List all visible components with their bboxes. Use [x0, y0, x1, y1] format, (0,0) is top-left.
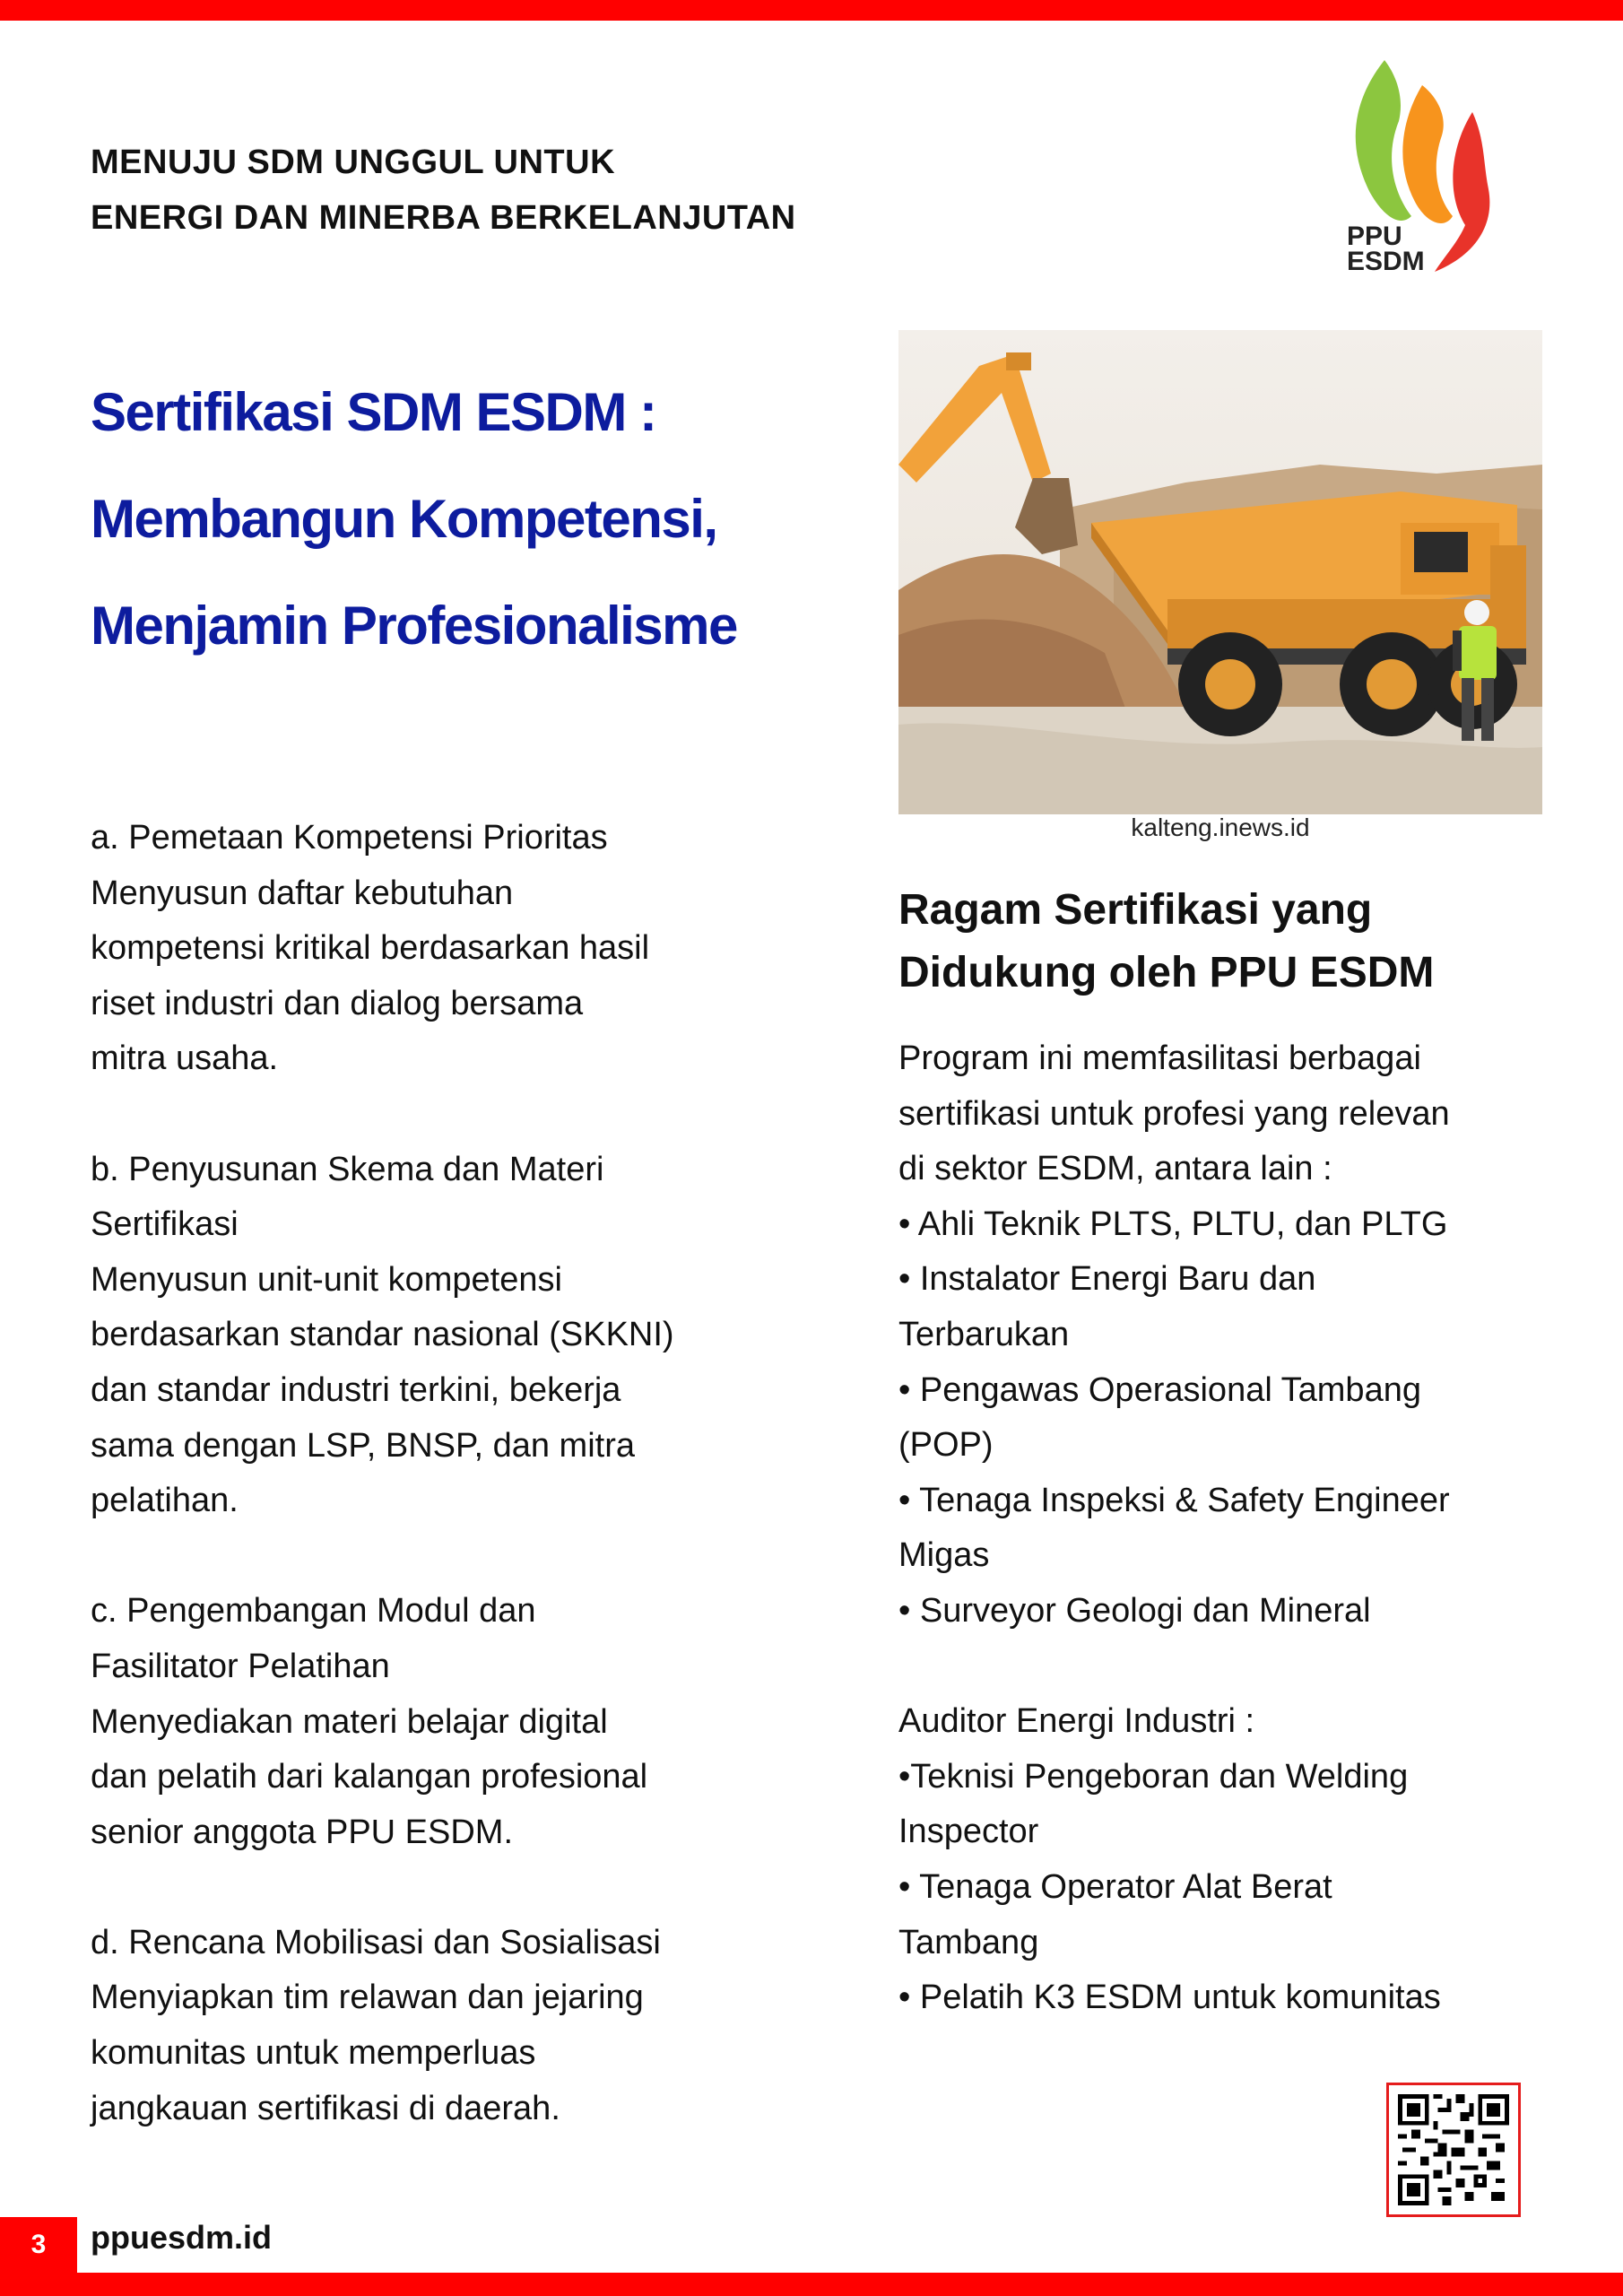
section-b-body-line: sama dengan LSP, BNSP, dan mitra [91, 1426, 635, 1465]
photo-caption: kalteng.inews.id [1131, 813, 1310, 841]
section-c-body-line: senior anggota PPU ESDM. [91, 1813, 514, 1851]
intro-line: sertifikasi untuk profesi yang relevan [898, 1094, 1450, 1133]
section-d-body-line: Menyiapkan tim relawan dan jejaring [91, 1979, 644, 2017]
top-red-bar [0, 0, 1623, 21]
section-c-heading: c. Pengembangan Modul dan [91, 1592, 536, 1631]
certification-heading-line-2: Didukung oleh PPU ESDM [898, 949, 1435, 996]
auditor-list-item: • Tenaga Operator Alat Berat [898, 1867, 1332, 1906]
title-line-1: Sertifikasi SDM ESDM : [91, 382, 656, 442]
certification-body [898, 1031, 1562, 2026]
intro-line: Program ini memfasilitasi berbagai [898, 1039, 1421, 1077]
section-a-heading: a. Pemetaan Kompetensi Prioritas [91, 819, 608, 857]
section-b-body-line: pelatihan. [91, 1482, 239, 1520]
section-b-heading: b. Penyusunan Skema dan Materi [91, 1150, 604, 1188]
left-column [91, 811, 808, 2136]
section-d-body-line: jangkauan sertifikasi di daerah. [91, 2089, 560, 2127]
section-d-heading: d. Rencana Mobilisasi dan Sosialisasi [91, 1923, 661, 1961]
certification-list-item: (POP) [898, 1426, 994, 1465]
section-b-body-line: berdasarkan standar nasional (SKKNI) [91, 1316, 674, 1354]
auditor-list-item: •Teknisi Pengeboran dan Welding [898, 1757, 1409, 1796]
tagline-line-2: ENERGI DAN MINERBA BERKELANJUTAN [91, 199, 796, 237]
bottom-red-bar [0, 2273, 1623, 2296]
section-b-body-line: dan standar industri terkini, bekerja [91, 1370, 621, 1409]
certification-list-item: • Pengawas Operasional Tambang [898, 1370, 1421, 1409]
section-a-body-line: mitra usaha. [91, 1039, 279, 1078]
main-title [91, 359, 880, 679]
qr-code[interactable] [1386, 2083, 1521, 2217]
certification-list-item: Migas [898, 1536, 990, 1575]
section-b [91, 1143, 808, 1529]
ppu-esdm-logo [1345, 58, 1506, 274]
mining-truck-photo [898, 330, 1542, 814]
certification-list-item: Terbarukan [898, 1315, 1070, 1353]
certification-heading [898, 879, 1544, 1004]
title-line-2: Membangun Kompetensi, [91, 489, 717, 549]
auditor-list-item: • Pelatih K3 ESDM untuk komunitas [898, 1979, 1441, 2017]
section-a [91, 811, 808, 1087]
section-d [91, 1916, 808, 2136]
page-number: 3 [0, 2217, 77, 2273]
auditor-label: Auditor Energi Industri : [898, 1702, 1255, 1741]
auditor-list-item: Tambang [898, 1923, 1039, 1961]
certification-list-item: • Surveyor Geologi dan Mineral [898, 1591, 1371, 1630]
section-a-body-line: Menyusun daftar kebutuhan [91, 874, 514, 912]
section-b-heading: Sertifikasi [91, 1205, 239, 1244]
tagline-line-1: MENUJU SDM UNGGUL UNTUK [91, 144, 616, 181]
logo-text-esdm: ESDM [1347, 247, 1425, 274]
section-b-body-line: Menyusun unit-unit kompetensi [91, 1260, 562, 1299]
section-c-body-line: dan pelatih dari kalangan profesional [91, 1758, 648, 1796]
intro-line: di sektor ESDM, antara lain : [898, 1150, 1332, 1188]
certification-list-item: • Instalator Energi Baru dan [898, 1260, 1316, 1299]
certification-list-item: • Tenaga Inspeksi & Safety Engineer [898, 1481, 1450, 1519]
section-c-heading: Fasilitator Pelatihan [91, 1647, 390, 1685]
header-tagline [91, 135, 796, 246]
section-c [91, 1584, 808, 1860]
footer-url-link[interactable]: ppuesdm.id [91, 2219, 273, 2256]
auditor-list-item: Inspector [898, 1813, 1039, 1851]
spacer [898, 1639, 1562, 1695]
certification-heading-line-1: Ragam Sertifikasi yang [898, 886, 1373, 934]
logo-text-ppu: PPU [1347, 222, 1402, 251]
section-d-body-line: komunitas untuk memperluas [91, 2034, 536, 2073]
section-c-body-line: Menyediakan materi belajar digital [91, 1702, 608, 1741]
title-line-3: Menjamin Profesionalisme [91, 596, 737, 656]
section-a-body-line: kompetensi kritikal berdasarkan hasil [91, 929, 650, 968]
section-a-body-line: riset industri dan dialog bersama [91, 984, 584, 1022]
certification-list-item: • Ahli Teknik PLTS, PLTU, dan PLTG [898, 1205, 1448, 1243]
